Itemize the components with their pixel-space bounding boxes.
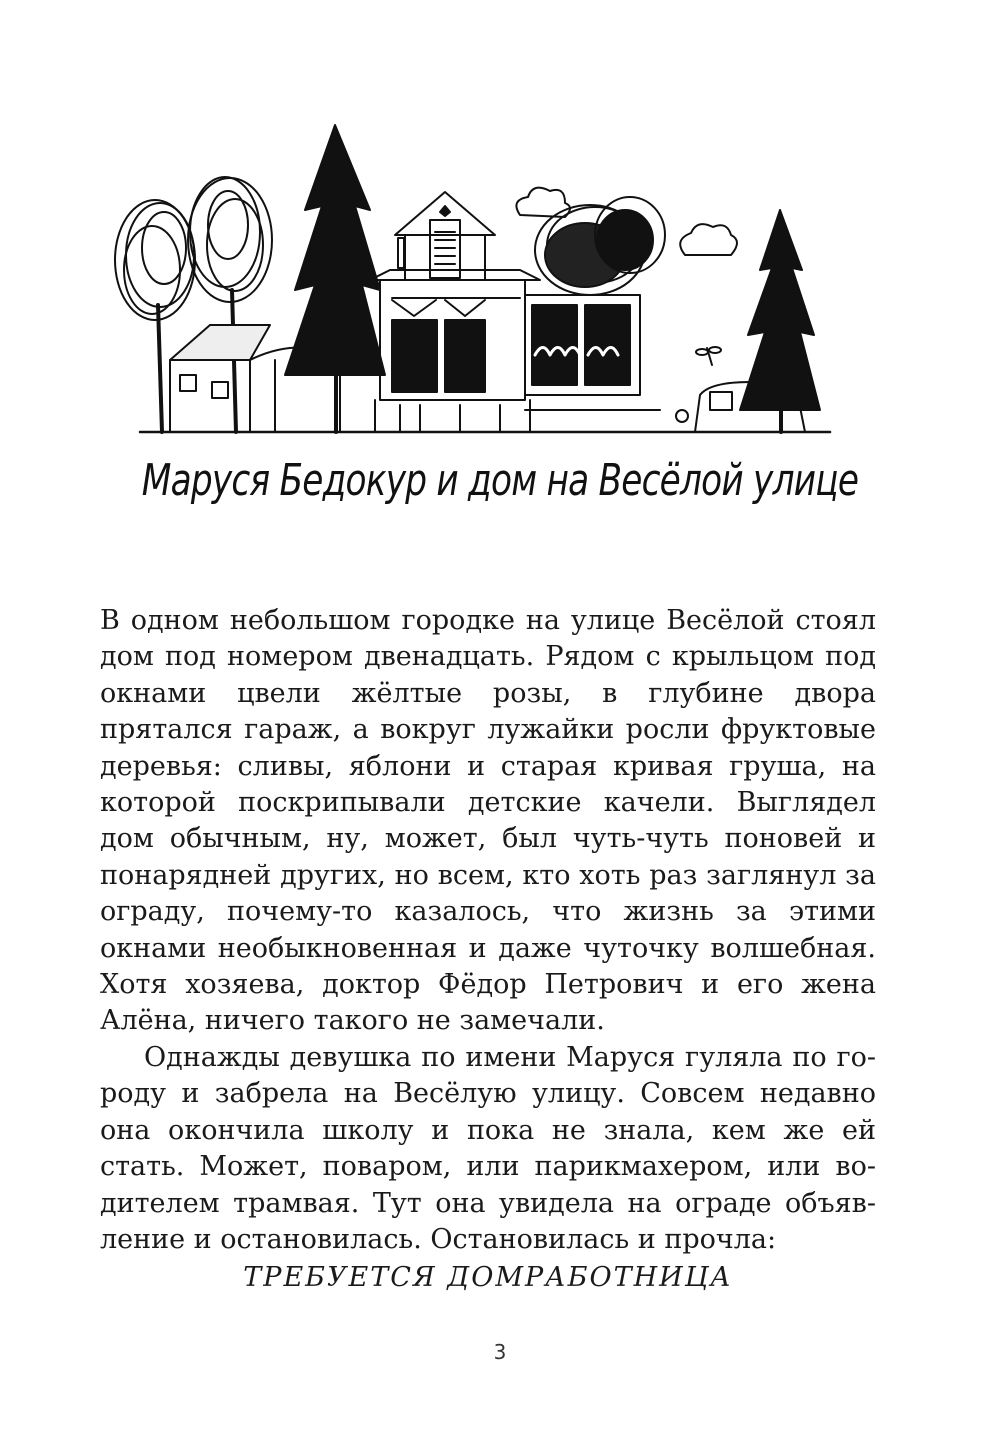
cloud-right: [680, 224, 737, 255]
dragonfly: [696, 347, 721, 365]
scribble-tree-left: [115, 200, 195, 432]
paragraph: В одном небольшом городке на улице Весёлой стоял дом под номером двенадцать. Рядом с крыльцом под окнами цвели жёлтые розы, в глубине двора прятался гараж, а вокруг лужайки росли фруктовые деревья: сливы, яблони и старая кривая груша, на которой поскрипывали детские качели. Выглядел дом обычным, ну, может, был чуть-чуть поновей и понарядней других, но всем, кто хоть раз заглянул за ограду, почему-то казалось, что жизнь за этими окнами необыкновенная и даже чуточку волшебная. Хотя хозяева, доктор Фёдор Петрович и его жена Алёна, ничего такого не замечали.: [100, 605, 876, 1037]
fir-tree-left: [285, 125, 385, 432]
central-house: [370, 192, 540, 432]
fir-tree-right: [740, 210, 820, 432]
scribble-tree-middle: [188, 177, 272, 432]
paragraph: Однажды девушка по имени Маруся гуляла по городу и забрела на Весёлую улицу. Совсем недавно она окончила школу и пока не знала, кем же ей стать. Может, поваром, или парикмахером, или водителем трамвая. Тут она увидела на ограде объявление и остановилась. Остановилась и прочла:: [100, 1041, 876, 1255]
body-text: [100, 603, 876, 1258]
veranda: [525, 295, 660, 410]
house-and-trees-illustration: [100, 120, 840, 440]
cloud-left: [516, 188, 570, 217]
scribble-shrub-right: [535, 197, 665, 295]
notice-heading: ТРЕБУЕТСЯ ДОМРАБОТНИЦА: [243, 1262, 733, 1293]
chapter-title: Маруся Бедокур и дом на Весёлой улице: [141, 455, 859, 506]
page-number: 3: [493, 1340, 507, 1364]
